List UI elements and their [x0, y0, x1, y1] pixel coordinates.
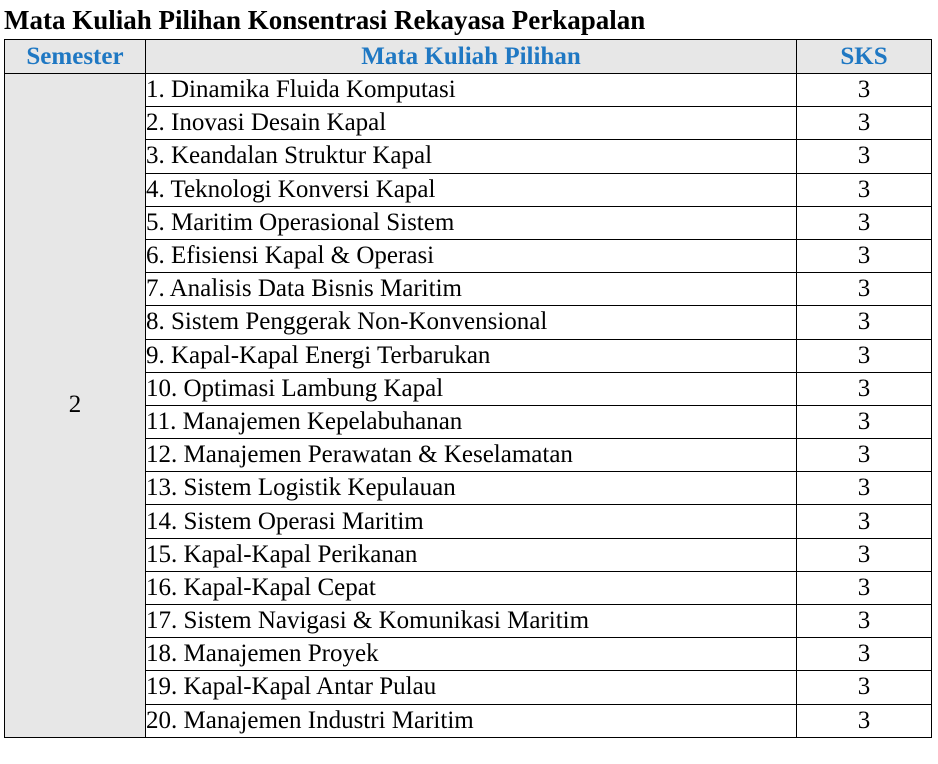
course-name: 9. Kapal-Kapal Energi Terbarukan	[146, 339, 797, 372]
course-name: 11. Manajemen Kepelabuhanan	[146, 405, 797, 438]
course-name: 2. Inovasi Desain Kapal	[146, 107, 797, 140]
course-name: 14. Sistem Operasi Maritim	[146, 505, 797, 538]
course-name: 13. Sistem Logistik Kepulauan	[146, 472, 797, 505]
course-name: 18. Manajemen Proyek	[146, 638, 797, 671]
course-name: 5. Maritim Operasional Sistem	[146, 206, 797, 239]
table-row	[5, 74, 932, 107]
semester-value: 2	[5, 74, 146, 738]
course-sks: 3	[797, 405, 932, 438]
course-name: 16. Kapal-Kapal Cepat	[146, 571, 797, 604]
course-sks: 3	[797, 538, 932, 571]
course-sks: 3	[797, 107, 932, 140]
course-name: 4. Teknologi Konversi Kapal	[146, 173, 797, 206]
course-name: 3. Keandalan Struktur Kapal	[146, 140, 797, 173]
course-name: 15. Kapal-Kapal Perikanan	[146, 538, 797, 571]
course-sks: 3	[797, 74, 932, 107]
course-name: 12. Manajemen Perawatan & Keselamatan	[146, 439, 797, 472]
course-sks: 3	[797, 306, 932, 339]
elective-courses-table	[4, 39, 932, 738]
page-title: Mata Kuliah Pilihan Konsentrasi Rekayasa Perkapalan	[4, 5, 646, 35]
table-header-row	[5, 40, 932, 74]
course-sks: 3	[797, 273, 932, 306]
course-sks: 3	[797, 671, 932, 704]
course-sks: 3	[797, 505, 932, 538]
course-name: 7. Analisis Data Bisnis Maritim	[146, 273, 797, 306]
course-name: 20. Manajemen Industri Maritim	[146, 704, 797, 737]
course-sks: 3	[797, 339, 932, 372]
semester-column-header: Semester	[5, 40, 146, 74]
course-sks: 3	[797, 605, 932, 638]
course-name: 17. Sistem Navigasi & Komunikasi Maritim	[146, 605, 797, 638]
course-sks: 3	[797, 140, 932, 173]
course-sks: 3	[797, 439, 932, 472]
course-name: 6. Efisiensi Kapal & Operasi	[146, 239, 797, 272]
course-name: 1. Dinamika Fluida Komputasi	[146, 74, 797, 107]
course-name: 8. Sistem Penggerak Non-Konvensional	[146, 306, 797, 339]
course-sks: 3	[797, 372, 932, 405]
course-sks: 3	[797, 704, 932, 737]
course-sks: 3	[797, 472, 932, 505]
course-column-header: Mata Kuliah Pilihan	[146, 40, 797, 74]
course-name: 10. Optimasi Lambung Kapal	[146, 372, 797, 405]
course-sks: 3	[797, 571, 932, 604]
course-sks: 3	[797, 239, 932, 272]
course-sks: 3	[797, 206, 932, 239]
course-sks: 3	[797, 173, 932, 206]
course-sks: 3	[797, 638, 932, 671]
course-name: 19. Kapal-Kapal Antar Pulau	[146, 671, 797, 704]
sks-column-header: SKS	[797, 40, 932, 74]
